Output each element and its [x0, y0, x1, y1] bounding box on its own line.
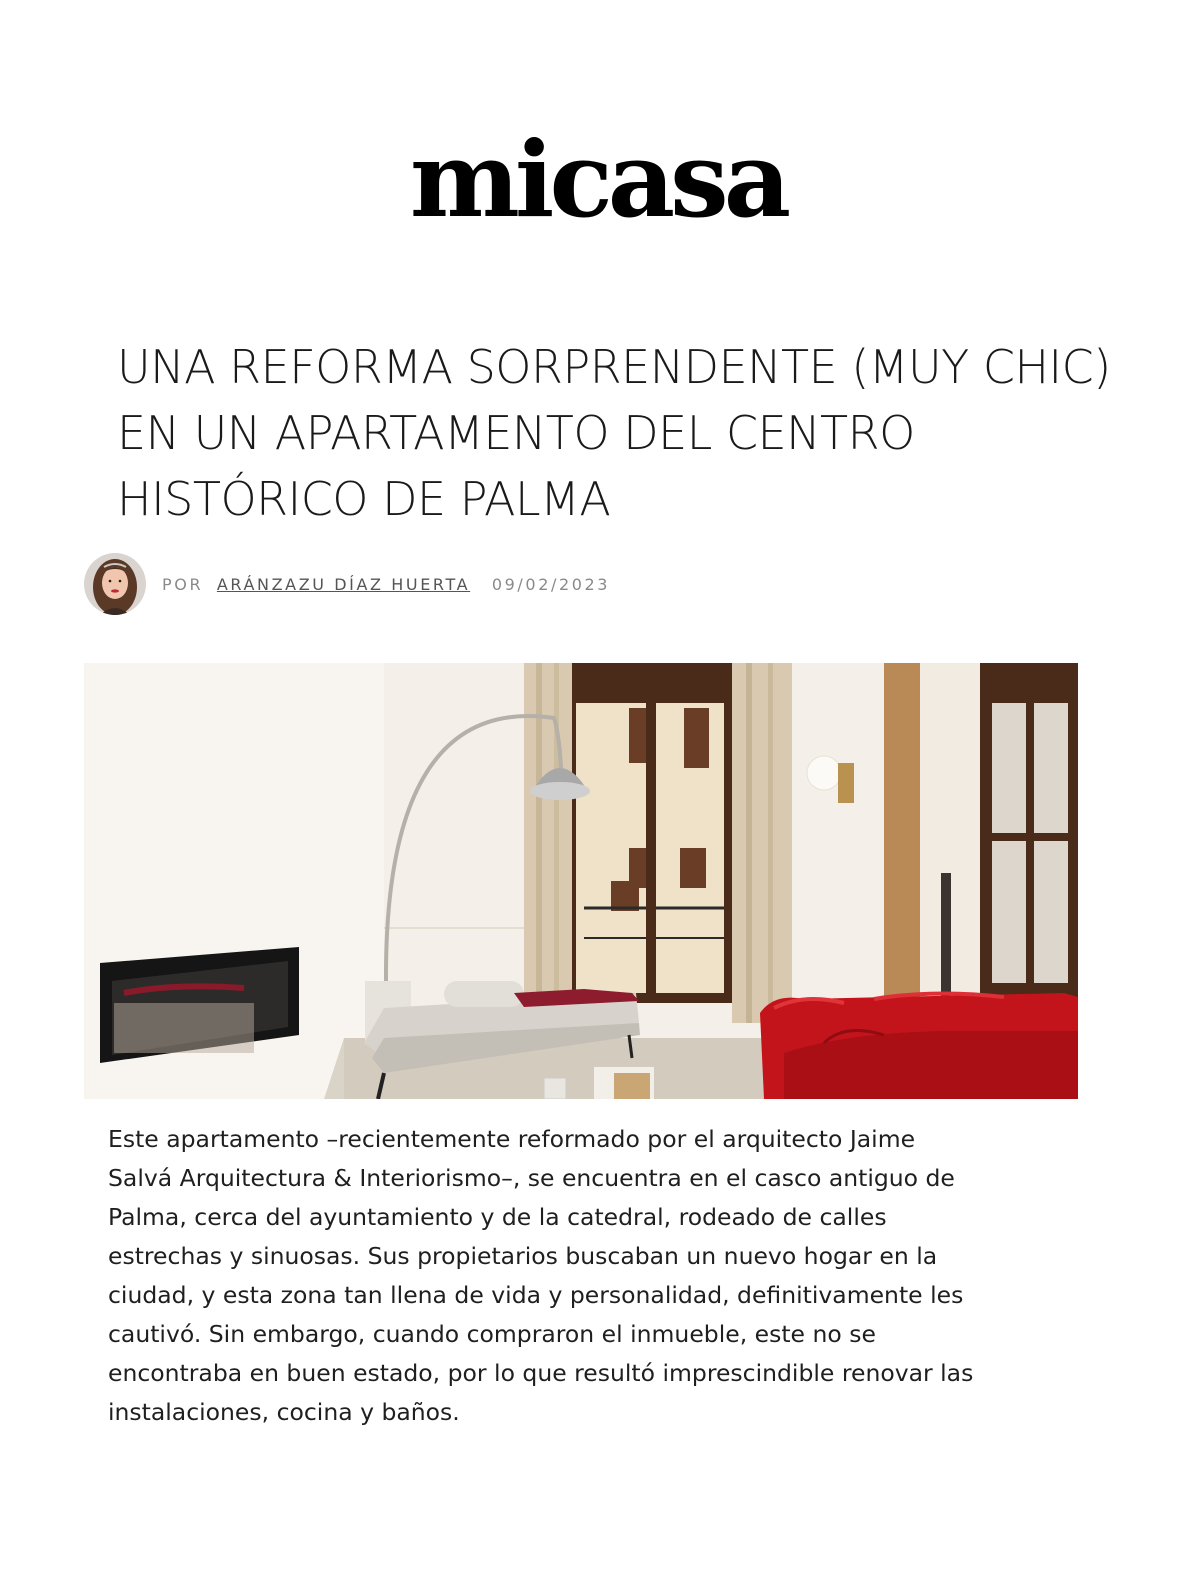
author-link[interactable]: ARÁNZAZU DÍAZ HUERTA — [216, 574, 471, 594]
body-line: Palma, cerca del ayuntamiento y de la catedral, rodeado de calles — [108, 1203, 887, 1231]
body-line: instalaciones, cocina y baños. — [108, 1398, 460, 1426]
article-title — [117, 334, 1117, 532]
article-body — [108, 1120, 1074, 1432]
author-avatar[interactable] — [84, 553, 146, 615]
byline-text — [162, 575, 610, 594]
body-line: estrechas y sinuosas. Sus propietarios buscaban un nuevo hogar en la — [108, 1242, 938, 1270]
publish-date: 09/02/2023 — [491, 574, 611, 594]
article-title-line: HISTÓRICO DE PALMA — [117, 472, 611, 526]
byline — [84, 553, 610, 615]
body-line: cautivó. Sin embargo, cuando compraron el inmueble, este no se — [108, 1320, 876, 1348]
hero-image — [84, 663, 1078, 1099]
body-line: encontraba en buen estado, por lo que resultó imprescindible renovar las — [108, 1359, 974, 1387]
body-line: Este apartamento –recientemente reformado por el arquitecto Jaime — [108, 1125, 916, 1153]
article-title-line: EN UN APARTAMENTO DEL CENTRO — [117, 406, 915, 460]
article-title-line: UNA REFORMA SORPRENDENTE (MUY CHIC) — [117, 340, 1111, 394]
body-line: ciudad, y esta zona tan llena de vida y personalidad, definitivamente les — [108, 1281, 964, 1309]
site-logo[interactable]: micasa — [409, 118, 787, 241]
byline-prefix: POR — [162, 574, 204, 594]
body-line: Salvá Arquitectura & Interiorismo–, se encuentra en el casco antiguo de — [108, 1164, 955, 1192]
